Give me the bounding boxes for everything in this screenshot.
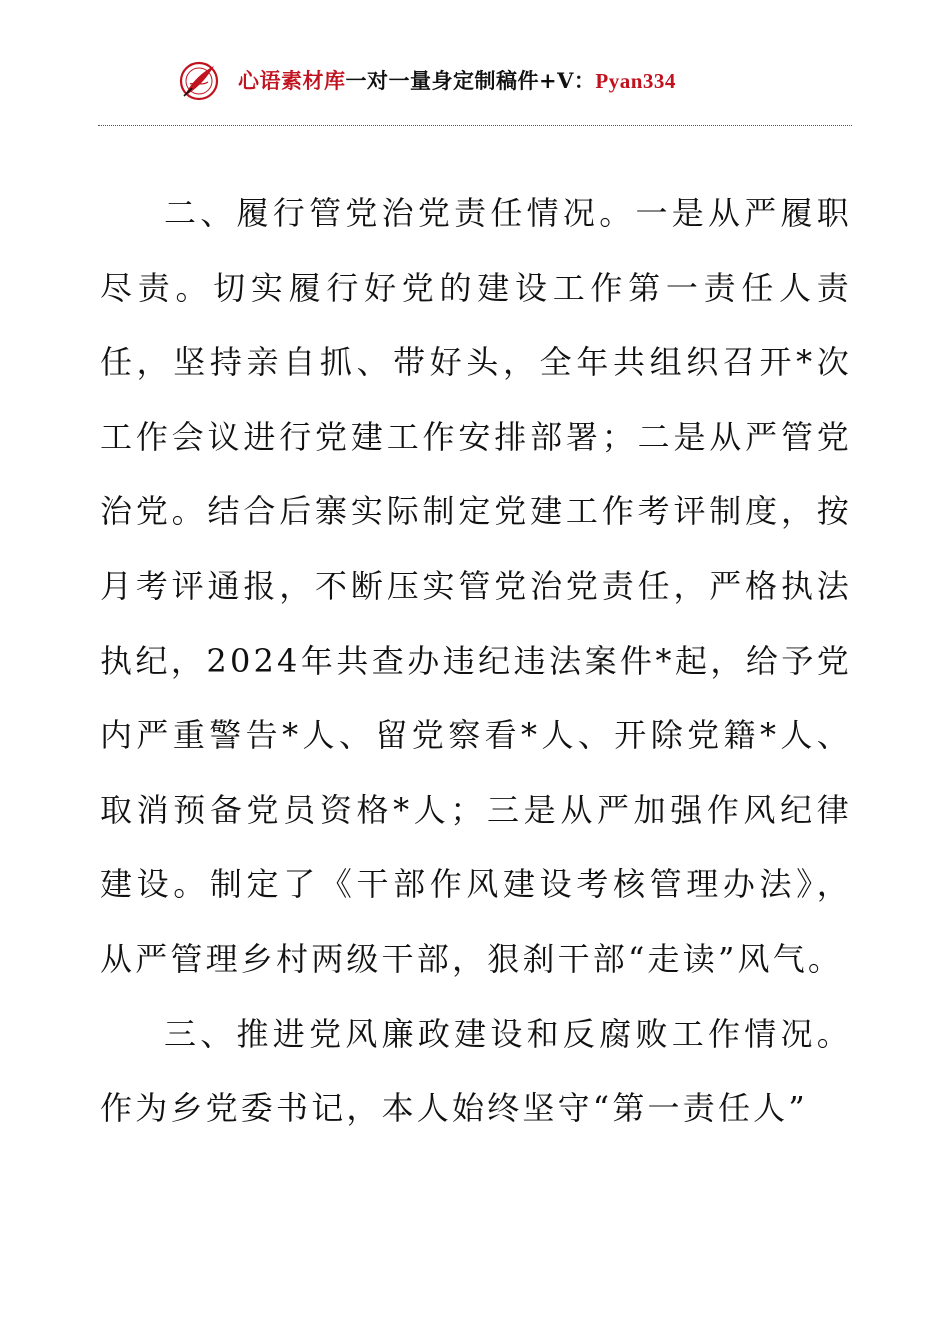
brand-name: 心语素材库 <box>238 68 346 93</box>
header-slogan: 一对一量身定制稿件+V： <box>345 68 596 93</box>
paragraph-section-2: 二、履行管党治党责任情况。一是从严履职尽责。切实履行好党的建设工作第一责任人责任，坚持亲自抓、带好头，全年共组织召开*次工作会议进行党建工作安排部署；二是从严管党治党。结合后寨实际制定党建工作考评制度，按月考评通报，不断压实管党治党责任，严格执法执纪，2024年共查办违纪违法案件*起，给予党内严重警告*人、留党察看*人、开除党籍*人、取消预备党员资格*人；三是从严加强作风纪律建设。制定了《干部作风建设考核管理办法》，从严管理乡村两级干部，狠刹干部“走读”风气。 <box>100 194 852 978</box>
page-header <box>0 58 950 108</box>
quill-pen-logo-icon <box>178 60 220 102</box>
header-divider <box>98 125 852 126</box>
paragraph-section-3: 三、推进党风廉政建设和反腐败工作情况。作为乡党委书记，本人始终坚守“第一责任人” <box>100 1014 852 1128</box>
header-banner-text <box>238 66 676 96</box>
contact-id: Pyan334 <box>595 69 676 93</box>
document-body <box>100 176 852 1146</box>
